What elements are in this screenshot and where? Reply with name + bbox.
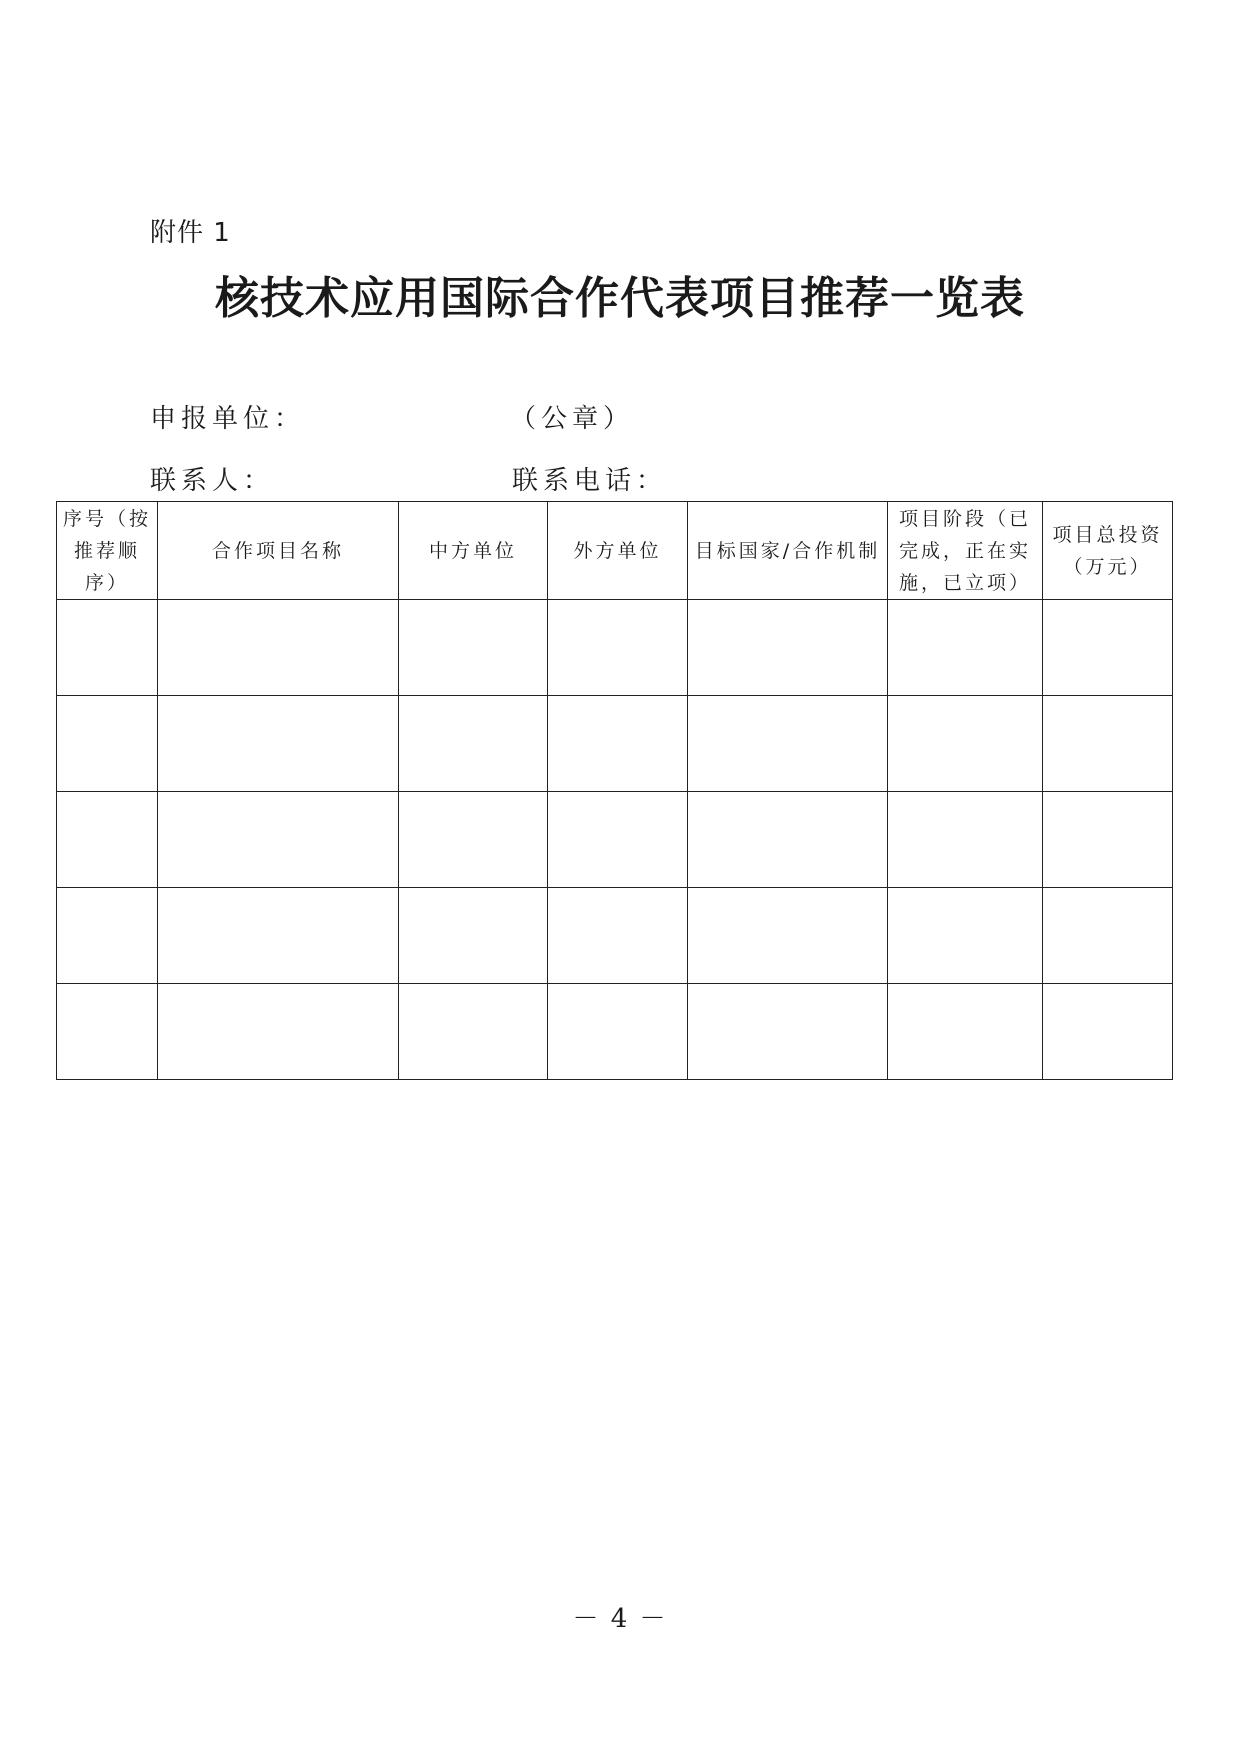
contact-person-label: 联系人： [150,466,275,496]
table-cell [399,792,548,888]
table-cell [688,696,888,792]
table-cell [688,792,888,888]
table-row [57,600,1173,696]
recommendation-table [56,501,1173,1080]
table-cell [399,600,548,696]
header-chinese-unit: 中方单位 [399,502,548,600]
table-cell [888,600,1043,696]
table-cell [158,984,399,1080]
table-cell [888,696,1043,792]
table-cell [57,888,158,984]
table-cell [158,696,399,792]
table-cell [1043,696,1173,792]
table-row [57,792,1173,888]
table-cell [888,792,1043,888]
table-cell [57,792,158,888]
table-header-row [57,502,1173,600]
table-cell [548,792,688,888]
table-row [57,696,1173,792]
table-cell [688,600,888,696]
table-cell [1043,792,1173,888]
table-cell [399,888,548,984]
page-number: － 4 － [572,1604,668,1634]
header-foreign-unit: 外方单位 [548,502,688,600]
official-seal-label: （公章） [510,404,635,434]
table-cell [1043,600,1173,696]
applicant-unit-label: 申报单位： [150,404,306,434]
header-sequence: 序号（按推荐顺序） [57,502,158,600]
table-cell [1043,984,1173,1080]
table-cell [399,984,548,1080]
table-cell [888,888,1043,984]
header-total-investment: 项目总投资（万元） [1043,502,1173,600]
table-cell [158,888,399,984]
table-cell [548,888,688,984]
document-title: 核技术应用国际合作代表项目推荐一览表 [215,273,1025,324]
table-row [57,984,1173,1080]
contact-phone-label: 联系电话： [512,466,668,496]
table-cell [158,792,399,888]
table-cell [158,600,399,696]
table-cell [399,696,548,792]
table-cell [57,696,158,792]
table-cell [548,984,688,1080]
attachment-label: 附件 1 [150,218,231,248]
table-cell [688,888,888,984]
header-target-country: 目标国家/合作机制 [688,502,888,600]
table-cell [57,984,158,1080]
table-cell [888,984,1043,1080]
table-cell [57,600,158,696]
table-cell [688,984,888,1080]
table-row [57,888,1173,984]
table-cell [548,600,688,696]
header-project-stage: 项目阶段（已完成，正在实施，已立项） [888,502,1043,600]
header-project-name: 合作项目名称 [158,502,399,600]
table-cell [548,696,688,792]
table-cell [1043,888,1173,984]
